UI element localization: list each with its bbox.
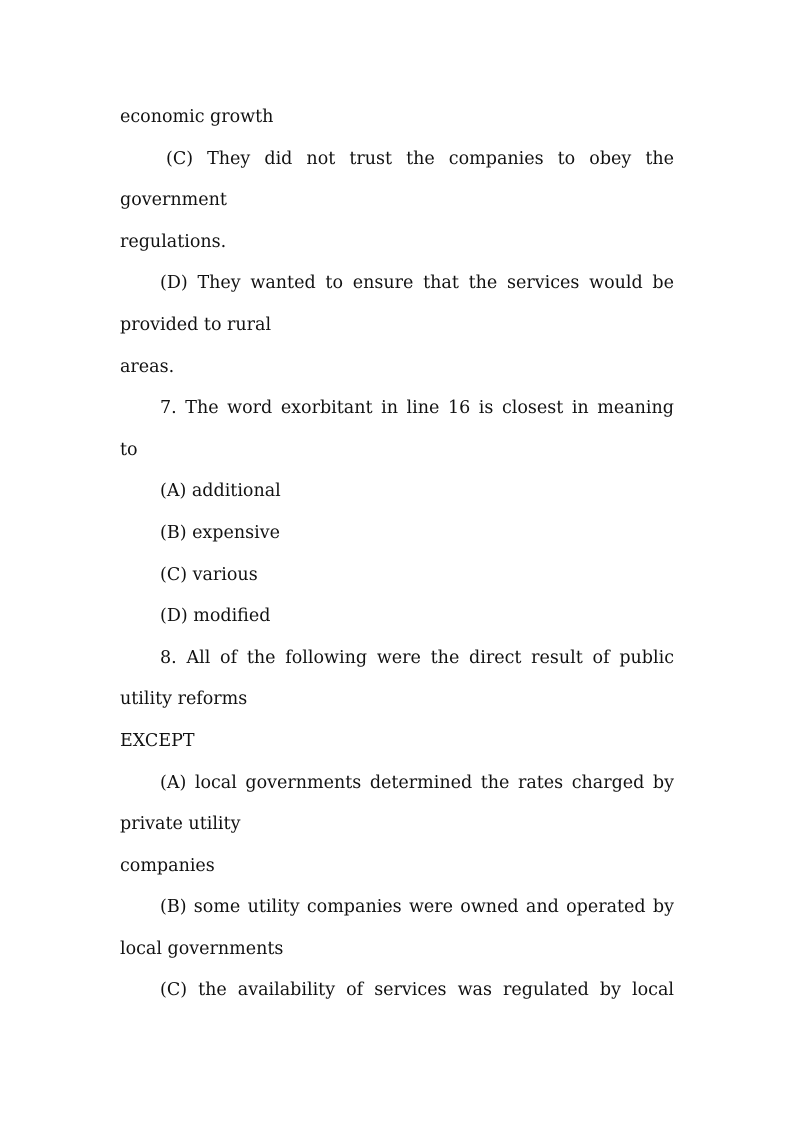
option-line: (C) various [160, 564, 258, 585]
text-line: areas. [120, 356, 175, 377]
option-line: (D) They wanted to ensure that the services would be [160, 273, 674, 294]
text-line: EXCEPT [120, 730, 195, 751]
text-line: local governments [120, 938, 284, 959]
text-line: private utility [120, 814, 241, 835]
option-line: (D) modified [160, 606, 271, 627]
option-line: (B) some utility companies were owned and operated by [160, 897, 674, 918]
option-line: (C) They did not trust the companies to obey the [166, 148, 674, 169]
option-line: (A) additional [160, 481, 281, 502]
option-line: (A) local governments determined the rates charged by [160, 772, 674, 793]
question-line: 7. The word exorbitant in line 16 is closest in meaning [160, 398, 674, 419]
text-line: provided to rural [120, 314, 272, 335]
text-line: economic growth [120, 107, 274, 127]
text-line: companies [120, 855, 215, 876]
question-line: 8. All of the following were the direct result of public [160, 647, 674, 668]
text-line: to [120, 439, 138, 460]
option-line: (C) the availability of services was regulated by local [160, 980, 674, 1001]
text-line: government [120, 190, 227, 211]
text-line: utility reforms [120, 689, 248, 710]
document-body [120, 97, 674, 1012]
option-line: (B) expensive [160, 522, 280, 543]
text-line: regulations. [120, 231, 227, 252]
